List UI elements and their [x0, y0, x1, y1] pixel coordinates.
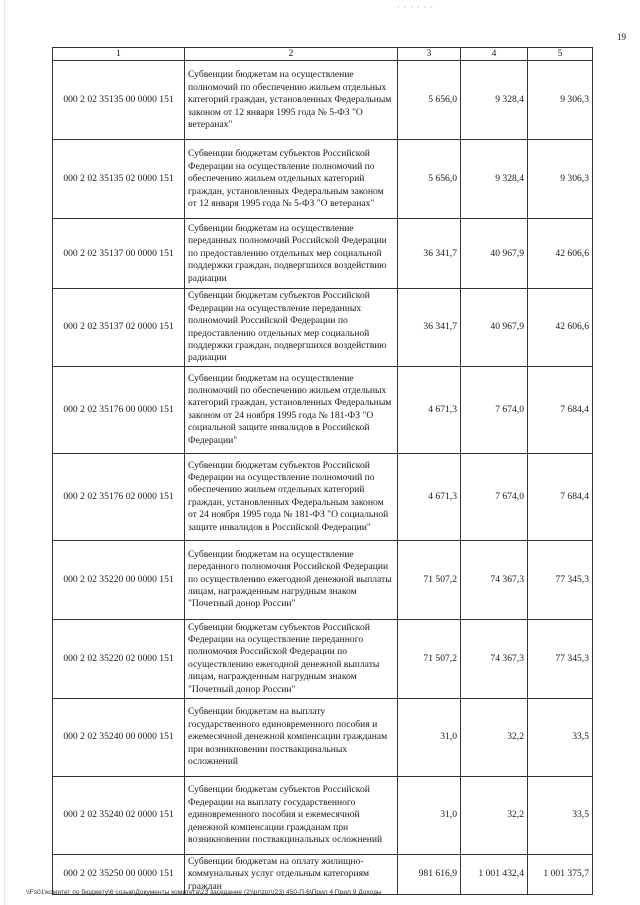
description-cell: Субвенции бюджетам субъектов Российской Федерации на осуществление полномочий по обеспечению жильем отдельных категорий граждан, установленных Федеральным законом от 12 января 1995 года № 5-ФЗ "О ветеранах": [185, 140, 398, 219]
table-row: [53, 61, 593, 140]
scan-edge: [4, 0, 5, 905]
value-col4-cell: 1 001 432,4: [461, 854, 528, 894]
budget-code-cell: 000 2 02 35250 00 0000 151: [53, 854, 185, 894]
table-row: [53, 219, 593, 289]
value-col3-cell: 31,0: [398, 698, 461, 776]
value-col4-cell: 74 367,3: [461, 619, 528, 698]
header-cell-3: 3: [398, 48, 461, 61]
value-col5-cell: 7 684,4: [528, 453, 593, 540]
budget-code-cell: 000 2 02 35137 00 0000 151: [53, 219, 185, 289]
value-col4-cell: 9 328,4: [461, 61, 528, 140]
table-row: [53, 776, 593, 854]
table-row: [53, 366, 593, 453]
table-row: [53, 140, 593, 219]
value-col4-cell: 40 967,9: [461, 219, 528, 289]
value-col3-cell: 36 341,7: [398, 289, 461, 366]
value-col5-cell: 77 345,3: [528, 619, 593, 698]
header-cell-2: 2: [185, 48, 398, 61]
value-col4-cell: 32,2: [461, 776, 528, 854]
value-col4-cell: 7 674,0: [461, 453, 528, 540]
value-col5-cell: 7 684,4: [528, 366, 593, 453]
value-col3-cell: 5 656,0: [398, 140, 461, 219]
description-cell: Субвенции бюджетам на осуществление переданных полномочий Российской Федерации по предоставлению отдельных мер социальной поддержки граждан, подвергшихся воздействию радиации: [185, 219, 398, 289]
value-col4-cell: 40 967,9: [461, 289, 528, 366]
top-mark: · · · · · ·: [397, 3, 434, 12]
value-col5-cell: 1 001 375,7: [528, 854, 593, 894]
description-cell: Субвенции бюджетам субъектов Российской Федерации на осуществление полномочий по обеспечению жильем отдельных категорий граждан, установленных Федеральным законом от 24 ноября 1995 года № 181-ФЗ "О социальной защите инвалидов в Российской Федерации": [185, 453, 398, 540]
value-col3-cell: 36 341,7: [398, 219, 461, 289]
value-col4-cell: 32,2: [461, 698, 528, 776]
value-col3-cell: 981 616,9: [398, 854, 461, 894]
budget-code-cell: 000 2 02 35176 02 0000 151: [53, 453, 185, 540]
value-col4-cell: 7 674,0: [461, 366, 528, 453]
value-col5-cell: 42 606,6: [528, 289, 593, 366]
value-col4-cell: 9 328,4: [461, 140, 528, 219]
budget-code-cell: 000 2 02 35135 02 0000 151: [53, 140, 185, 219]
table-header-row: [53, 48, 593, 61]
description-cell: Субвенции бюджетам на оплату жилищно-коммунальных услуг отдельным категориям граждан: [185, 854, 398, 894]
table-row: [53, 619, 593, 698]
value-col5-cell: 9 306,3: [528, 61, 593, 140]
table-row: [53, 698, 593, 776]
description-cell: Субвенции бюджетам на осуществление переданного полномочия Российской Федерации по осуществлению ежегодной денежной выплаты лицам, награжденным нагрудным знаком "Почетный донор России": [185, 540, 398, 619]
value-col3-cell: 31,0: [398, 776, 461, 854]
budget-code-cell: 000 2 02 35137 02 0000 151: [53, 289, 185, 366]
table-row: [53, 453, 593, 540]
budget-code-cell: 000 2 02 35135 00 0000 151: [53, 61, 185, 140]
value-col5-cell: 33,5: [528, 776, 593, 854]
value-col5-cell: 33,5: [528, 698, 593, 776]
value-col5-cell: 42 606,6: [528, 219, 593, 289]
value-col3-cell: 5 656,0: [398, 61, 461, 140]
budget-code-cell: 000 2 02 35240 00 0000 151: [53, 698, 185, 776]
budget-table: [52, 47, 593, 895]
table-row: [53, 289, 593, 366]
budget-code-cell: 000 2 02 35220 00 0000 151: [53, 540, 185, 619]
value-col4-cell: 74 367,3: [461, 540, 528, 619]
budget-code-cell: 000 2 02 35240 02 0000 151: [53, 776, 185, 854]
description-cell: Субвенции бюджетам субъектов Российской Федерации на выплату государственного единовременного пособия и ежемесячной денежной компенсации гражданам при возникновении поствакцинальных осложнений: [185, 776, 398, 854]
value-col3-cell: 71 507,2: [398, 540, 461, 619]
table-row: [53, 540, 593, 619]
budget-code-cell: 000 2 02 35176 00 0000 151: [53, 366, 185, 453]
header-cell-4: 4: [461, 48, 528, 61]
description-cell: Субвенции бюджетам субъектов Российской Федерации на осуществление переданного полномочия Российской Федерации по осуществлению ежегодной денежной выплаты лицам, награжденным нагрудным знаком "Почетный донор России": [185, 619, 398, 698]
header-cell-5: 5: [528, 48, 593, 61]
page-number: 19: [617, 32, 626, 42]
value-col5-cell: 9 306,3: [528, 140, 593, 219]
value-col3-cell: 4 671,3: [398, 366, 461, 453]
budget-code-cell: 000 2 02 35220 02 0000 151: [53, 619, 185, 698]
value-col5-cell: 77 345,3: [528, 540, 593, 619]
footer-file-path: \\Fs01\комитет по бюджету\6 созыв\Документы комитета\23 заседание (2)\pr\zpr\(23) 450-П-6\Прил 4 Прил 9 Доходы: [26, 889, 382, 896]
value-col3-cell: 71 507,2: [398, 619, 461, 698]
description-cell: Субвенции бюджетам на осуществление полномочий по обеспечению жильем отдельных категорий граждан, установленных Федеральным законом от 12 января 1995 года № 5-ФЗ "О ветеранах": [185, 61, 398, 140]
description-cell: Субвенции бюджетам субъектов Российской Федерации на осуществление переданных полномочий Российской Федерации по предоставлению отдельных мер социальной поддержки граждан, подвергшихся воздействию радиации: [185, 289, 398, 366]
value-col3-cell: 4 671,3: [398, 453, 461, 540]
description-cell: Субвенции бюджетам на осуществление полномочий по обеспечению жильем отдельных категорий граждан, установленных Федеральным законом от 24 ноября 1995 года № 181-ФЗ "О социальной защите инвалидов в Российской Федерации": [185, 366, 398, 453]
description-cell: Субвенции бюджетам на выплату государственного единовременного пособия и ежемесячной денежной компенсации гражданам при возникновении поствакцинальных осложнений: [185, 698, 398, 776]
header-cell-1: 1: [53, 48, 185, 61]
